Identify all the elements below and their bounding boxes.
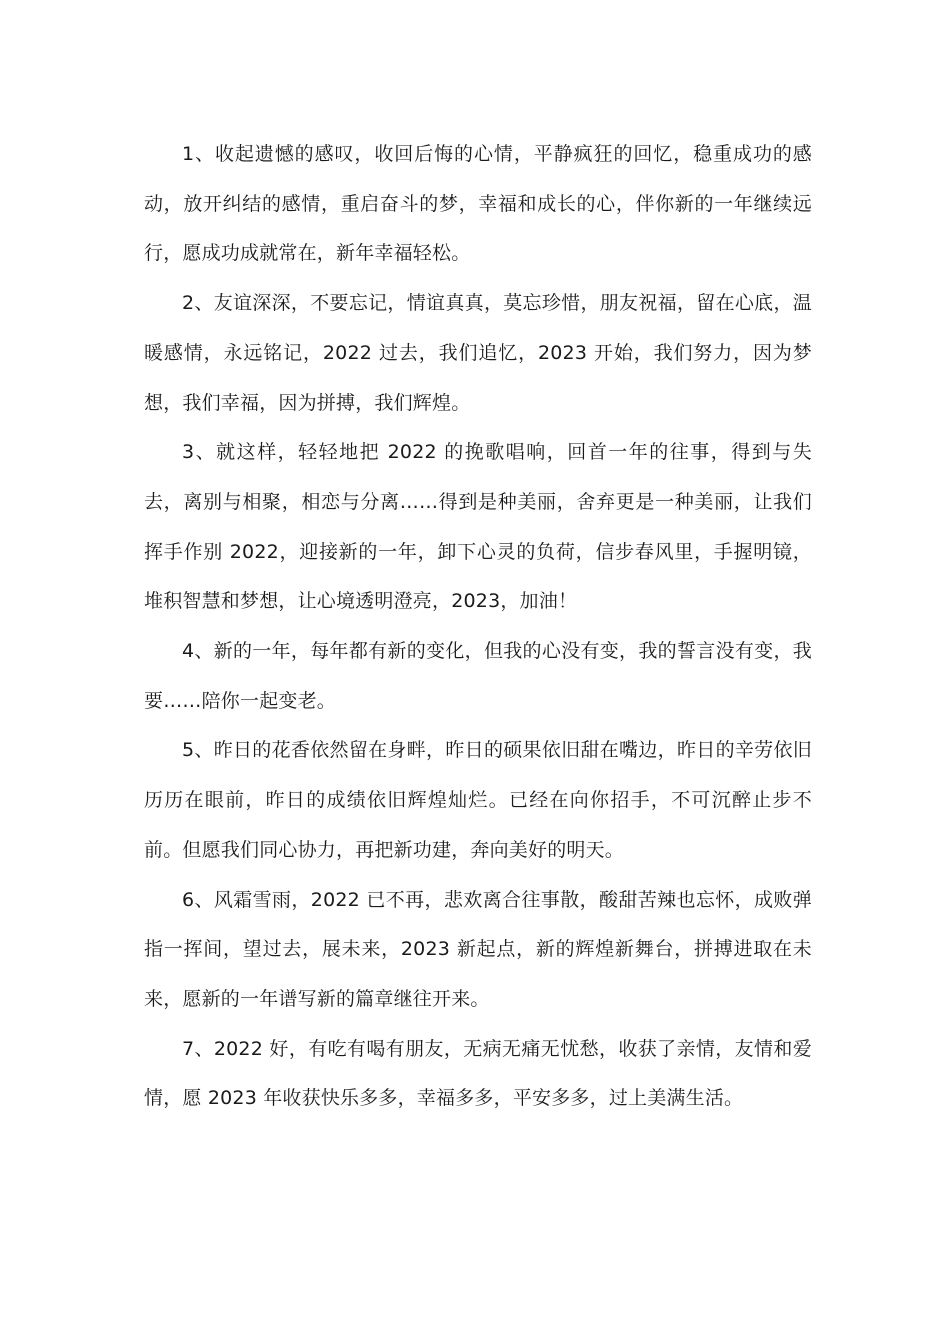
paragraph-7: 7、2022 好，有吃有喝有朋友，无病无痛无忧愁，收获了亲情，友情和爱情，愿 2023 年收获快乐多多，幸福多多，平安多多，过上美满生活。: [144, 1037, 812, 1110]
paragraph-4: 4、新的一年，每年都有新的变化，但我的心没有变，我的誓言没有变，我要……陪你一起变老。: [144, 640, 812, 712]
document-body: [144, 130, 812, 1124]
paragraph-2: 2、友谊深深，不要忘记，情谊真真，莫忘珍惜，朋友祝福，留在心底，温暖感情，永远铭记，2022 过去，我们追忆，2023 开始，我们努力，因为梦想，我们幸福，因为拼搏，我们辉煌。: [144, 292, 812, 414]
paragraph-3: 3、就这样，轻轻地把 2022 的挽歌唱响，回首一年的往事，得到与失去，离别与相聚，相恋与分离……得到是种美丽，舍弃更是一种美丽，让我们挥手作别 2022，迎接新的一年，卸下心灵的负荷，信步春风里，手握明镜，堆积智慧和梦想，让心境透明澄亮，2023，加油！: [144, 441, 812, 613]
paragraph-6: 6、风霜雪雨，2022 已不再，悲欢离合往事散，酸甜苦辣也忘怀，成败弹指一挥间，望过去，展未来，2023 新起点，新的辉煌新舞台，拼搏进取在未来，愿新的一年谱写新的篇章继往开来。: [144, 888, 812, 1010]
paragraph-5: 5、昨日的花香依然留在身畔，昨日的硕果依旧甜在嘴边，昨日的辛劳依旧历历在眼前，昨日的成绩依旧辉煌灿烂。已经在向你招手，不可沉醉止步不前。但愿我们同心协力，再把新功建，奔向美好的明天。: [144, 739, 812, 861]
paragraph-1: 1、收起遗憾的感叹，收回后悔的心情，平静疯狂的回忆，稳重成功的感动，放开纠结的感情，重启奋斗的梦，幸福和成长的心，伴你新的一年继续远行，愿成功成就常在，新年幸福轻松。: [144, 143, 812, 265]
